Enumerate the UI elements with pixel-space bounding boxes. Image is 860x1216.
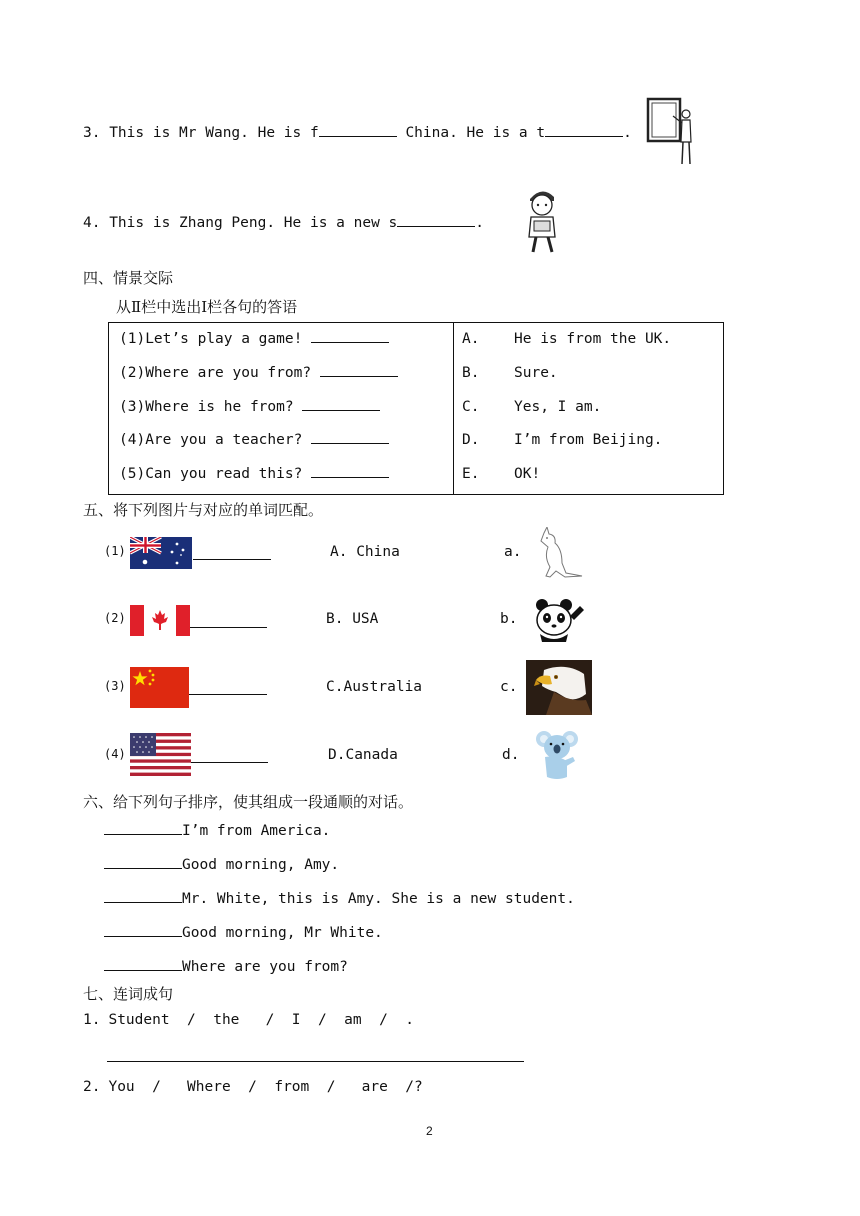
question-row	[109, 323, 453, 357]
answer-letter: B.	[462, 364, 480, 381]
section-6-title: 六、给下列句子排序，使其组成一段通顺的对话。	[83, 793, 414, 811]
teacher-picture	[645, 96, 695, 168]
question-row	[109, 458, 453, 492]
item-number: 1.	[83, 1012, 101, 1028]
section-7-title: 七、连词成句	[83, 985, 174, 1003]
sentence-text: This is Mr Wang. He is f	[109, 125, 319, 141]
match-number: (2)	[104, 611, 126, 625]
page-number: 2	[426, 1124, 433, 1138]
answer-blank[interactable]	[319, 122, 397, 137]
country-word: D.Canada	[328, 747, 398, 763]
answer-letter: E.	[462, 466, 480, 483]
china-flag	[130, 667, 189, 708]
answer-letter: A.	[462, 331, 480, 347]
animal-letter: d.	[502, 747, 520, 763]
match-number: (3)	[104, 679, 126, 693]
question-row	[109, 424, 453, 458]
answer-blank[interactable]	[311, 463, 389, 478]
section-4-instruction: 从Ⅱ栏中选出Ⅰ栏各句的答语	[116, 298, 298, 316]
order-line	[104, 922, 383, 941]
sentence-number: 4.	[83, 215, 101, 231]
order-blank[interactable]	[104, 922, 182, 937]
usa-flag	[130, 733, 191, 776]
order-line	[104, 956, 348, 975]
country-word: B. USA	[326, 611, 379, 627]
answer-text: Sure.	[514, 364, 558, 381]
order-blank[interactable]	[104, 956, 182, 971]
sentence-end: .	[623, 125, 632, 141]
answer-blank[interactable]	[311, 328, 389, 343]
answer-letter: D.	[462, 432, 480, 449]
answer-row	[454, 424, 723, 458]
order-line	[104, 820, 330, 839]
answer-blank[interactable]	[320, 362, 398, 377]
section-5-title: 五、将下列图片与对应的单词匹配。	[83, 501, 324, 519]
order-sentence: Mr. White, this is Amy. She is a new student.	[182, 891, 575, 907]
order-blank[interactable]	[104, 820, 182, 835]
answer-text: Yes, I am.	[514, 398, 602, 415]
sentence-number: 3.	[83, 125, 101, 141]
fill-sentence-4	[83, 212, 484, 231]
animal-letter: a.	[504, 544, 522, 560]
canada-flag	[130, 605, 190, 636]
scrambled-words: Student / the / I / am / .	[108, 1012, 415, 1028]
answer-column	[454, 323, 724, 495]
order-sentence: Good morning, Mr White.	[182, 925, 383, 941]
question-row	[109, 391, 453, 425]
answer-line[interactable]	[107, 1061, 524, 1062]
flag-answer-blank[interactable]	[189, 694, 267, 695]
sentence-end: .	[475, 215, 485, 231]
match-number: (4)	[104, 747, 126, 761]
match-number: (1)	[104, 544, 126, 558]
flag-answer-blank[interactable]	[191, 762, 268, 763]
matching-table	[108, 322, 724, 495]
answer-row	[454, 391, 723, 425]
country-word: C.Australia	[326, 679, 423, 695]
answer-text: He is from the UK.	[514, 331, 672, 347]
question-text: (1)Let’s play a game!	[119, 331, 303, 347]
answer-row	[454, 357, 723, 391]
answer-text: OK!	[514, 466, 541, 483]
answer-text: I’m from Beijing.	[514, 432, 663, 449]
animal-letter: b.	[500, 611, 518, 627]
flag-answer-blank[interactable]	[190, 627, 267, 628]
order-line	[104, 888, 575, 907]
answer-row	[454, 458, 723, 492]
answer-row	[454, 323, 723, 357]
question-text: (4)Are you a teacher?	[119, 432, 303, 449]
question-row	[109, 357, 453, 391]
order-sentence: I’m from America.	[182, 823, 331, 839]
answer-blank[interactable]	[545, 122, 623, 137]
australia-flag	[130, 537, 192, 569]
item-number: 2.	[83, 1079, 101, 1095]
section-4-title: 四、情景交际	[83, 269, 174, 287]
question-text: (5)Can you read this?	[119, 466, 303, 483]
answer-blank[interactable]	[311, 429, 389, 444]
order-sentence: Where are you from?	[182, 959, 348, 975]
word-order-item	[83, 1012, 414, 1028]
question-column	[109, 323, 454, 495]
answer-blank[interactable]	[302, 396, 380, 411]
order-blank[interactable]	[104, 888, 182, 903]
word-order-item	[83, 1079, 423, 1095]
question-text: (3)Where is he from?	[119, 398, 294, 415]
sentence-text: This is Zhang Peng. He is a new s	[109, 215, 398, 231]
kangaroo-picture	[532, 527, 588, 579]
order-blank[interactable]	[104, 854, 182, 869]
scrambled-words: You / Where / from / are /?	[108, 1079, 423, 1095]
student-picture	[522, 183, 562, 255]
answer-blank[interactable]	[397, 212, 475, 227]
question-text: (2)Where are you from?	[119, 364, 312, 381]
country-word: A. China	[330, 544, 400, 560]
flag-answer-blank[interactable]	[193, 559, 271, 560]
order-sentence: Good morning, Amy.	[182, 857, 340, 873]
fill-sentence-3	[83, 122, 632, 141]
koala-picture	[533, 727, 583, 781]
animal-letter: c.	[500, 679, 518, 695]
answer-letter: C.	[462, 398, 480, 415]
order-line	[104, 854, 339, 873]
eagle-picture	[526, 660, 592, 715]
sentence-text: China. He is a t	[396, 125, 546, 141]
panda-picture	[530, 596, 586, 644]
